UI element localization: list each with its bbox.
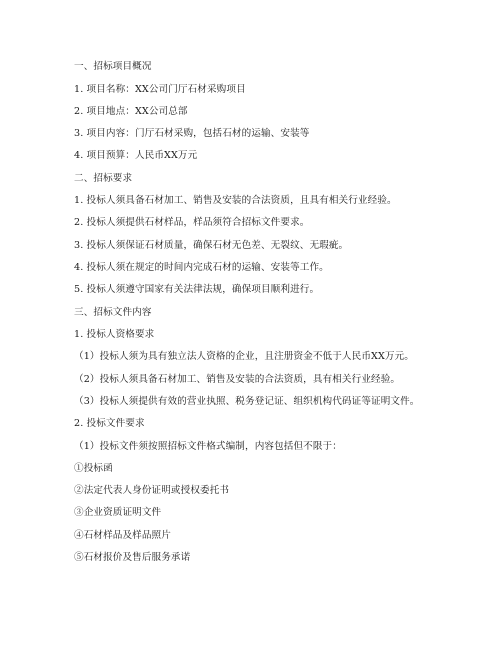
list-item: 2. 项目地点：XX公司总部 bbox=[74, 106, 188, 117]
list-item: ⑤石材报价及售后服务承诺 bbox=[74, 552, 191, 563]
list-item: 2. 投标人须提供石材样品，样品须符合招标文件要求。 bbox=[74, 217, 310, 228]
section-heading-overview: 一、招标项目概况 bbox=[74, 61, 152, 72]
list-item: 1. 投标人须具备石材加工、销售及安装的合法资质，且具有相关行业经验。 bbox=[74, 195, 397, 206]
list-item: 4. 项目预算：人民币XX万元 bbox=[74, 150, 198, 161]
list-item: （3）投标人须提供有效的营业执照、税务登记证、组织机构代码证等证明文件。 bbox=[74, 396, 420, 407]
list-item: （2）投标人须具备石材加工、销售及安装的合法资质，具有相关行业经验。 bbox=[74, 374, 401, 385]
list-item: 1. 项目名称：XX公司门厅石材采购项目 bbox=[74, 84, 246, 95]
subsection-title-bid-documents: 2. 投标文件要求 bbox=[74, 418, 145, 429]
list-item: 5. 投标人须遵守国家有关法律法规，确保项目顺利进行。 bbox=[74, 284, 320, 295]
list-item: 3. 项目内容：门厅石材采购，包括石材的运输、安装等 bbox=[74, 128, 310, 139]
list-item: ④石材样品及样品照片 bbox=[74, 530, 171, 541]
subsection-title-qualification: 1. 投标人资格要求 bbox=[74, 329, 155, 340]
list-item: ②法定代表人身份证明或授权委托书 bbox=[74, 485, 230, 496]
section-heading-requirements: 二、招标要求 bbox=[74, 173, 133, 184]
list-item: 4. 投标人须在规定的时间内完成石材的运输、安装等工作。 bbox=[74, 262, 329, 273]
section-heading-document-content: 三、招标文件内容 bbox=[74, 307, 152, 318]
list-item: ③企业资质证明文件 bbox=[74, 507, 162, 518]
list-item: ①投标函 bbox=[74, 463, 113, 474]
list-item: （1）投标人须为具有独立法人资格的企业，且注册资金不低于人民币XX万元。 bbox=[74, 351, 414, 362]
list-item: 3. 投标人须保证石材质量，确保石材无色差、无裂纹、无瑕疵。 bbox=[74, 240, 349, 251]
list-item: （1）投标文件须按照招标文件格式编制，内容包括但不限于： bbox=[74, 441, 342, 452]
